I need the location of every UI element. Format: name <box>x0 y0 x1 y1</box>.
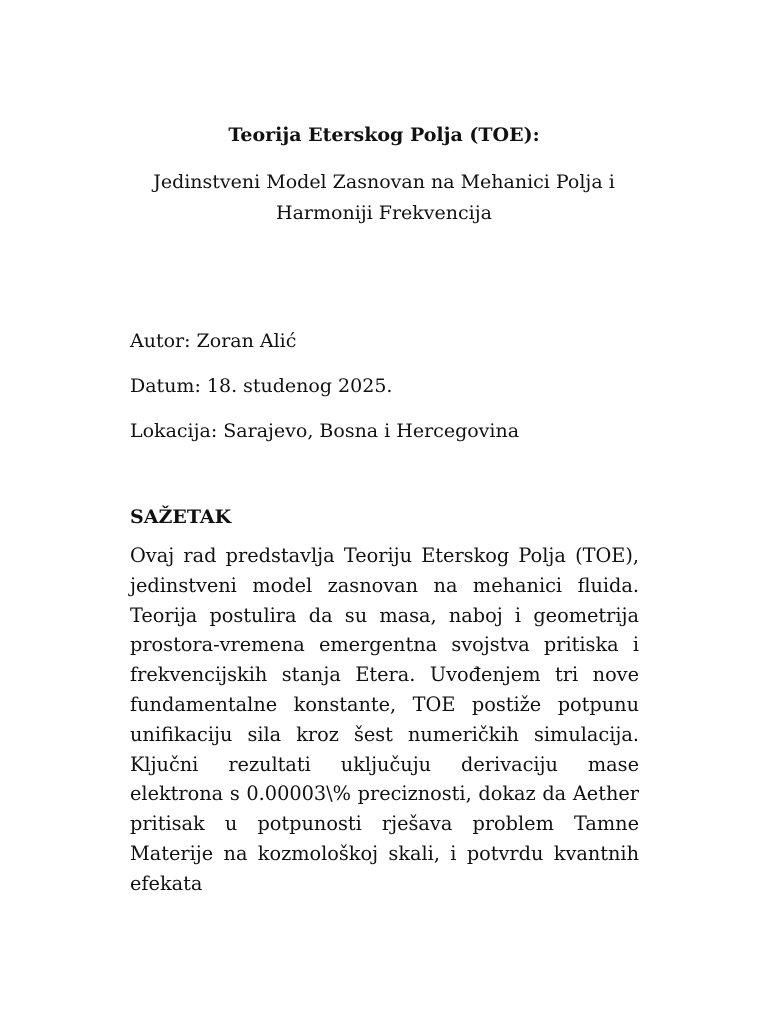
location-line: Lokacija: Sarajevo, Bosna i Hercegovina <box>130 420 520 442</box>
abstract-paragraph: Ovaj rad predstavlja Teoriju Eterskog Polja (TOE), jedinstveni model zasnovan na mehanici fluida. Teorija postulira da su masa, naboj i geometrija prostora-vremena emergentna svojstva pritiska i frekvencijskih stanja Etera. Uvođenjem tri nove fundamentalne konstante, TOE postiže potpunu unifikaciju sila kroz šest numeričkih simulacija. Ključni rezultati uključuju derivaciju mase elektrona s 0.00003\% preciznosti, dokaz da Aether pritisak u potpunosti rješava problem Tamne Materije na kozmološkoj skali, i potvrdu kvantnih efekata <box>130 544 639 895</box>
paper-title: Teorija Eterskog Polja (TOE): <box>228 124 540 146</box>
title-block <box>130 121 638 229</box>
metadata-block <box>130 327 519 462</box>
abstract-heading: SAŽETAK <box>130 506 232 528</box>
author-line: Autor: Zoran Alić <box>130 330 297 352</box>
paper-subtitle: Jedinstveni Model Zasnovan na Mehanici Polja i Harmoniji Frekvencija <box>153 171 615 224</box>
date-line: Datum: 18. studenog 2025. <box>130 375 393 397</box>
